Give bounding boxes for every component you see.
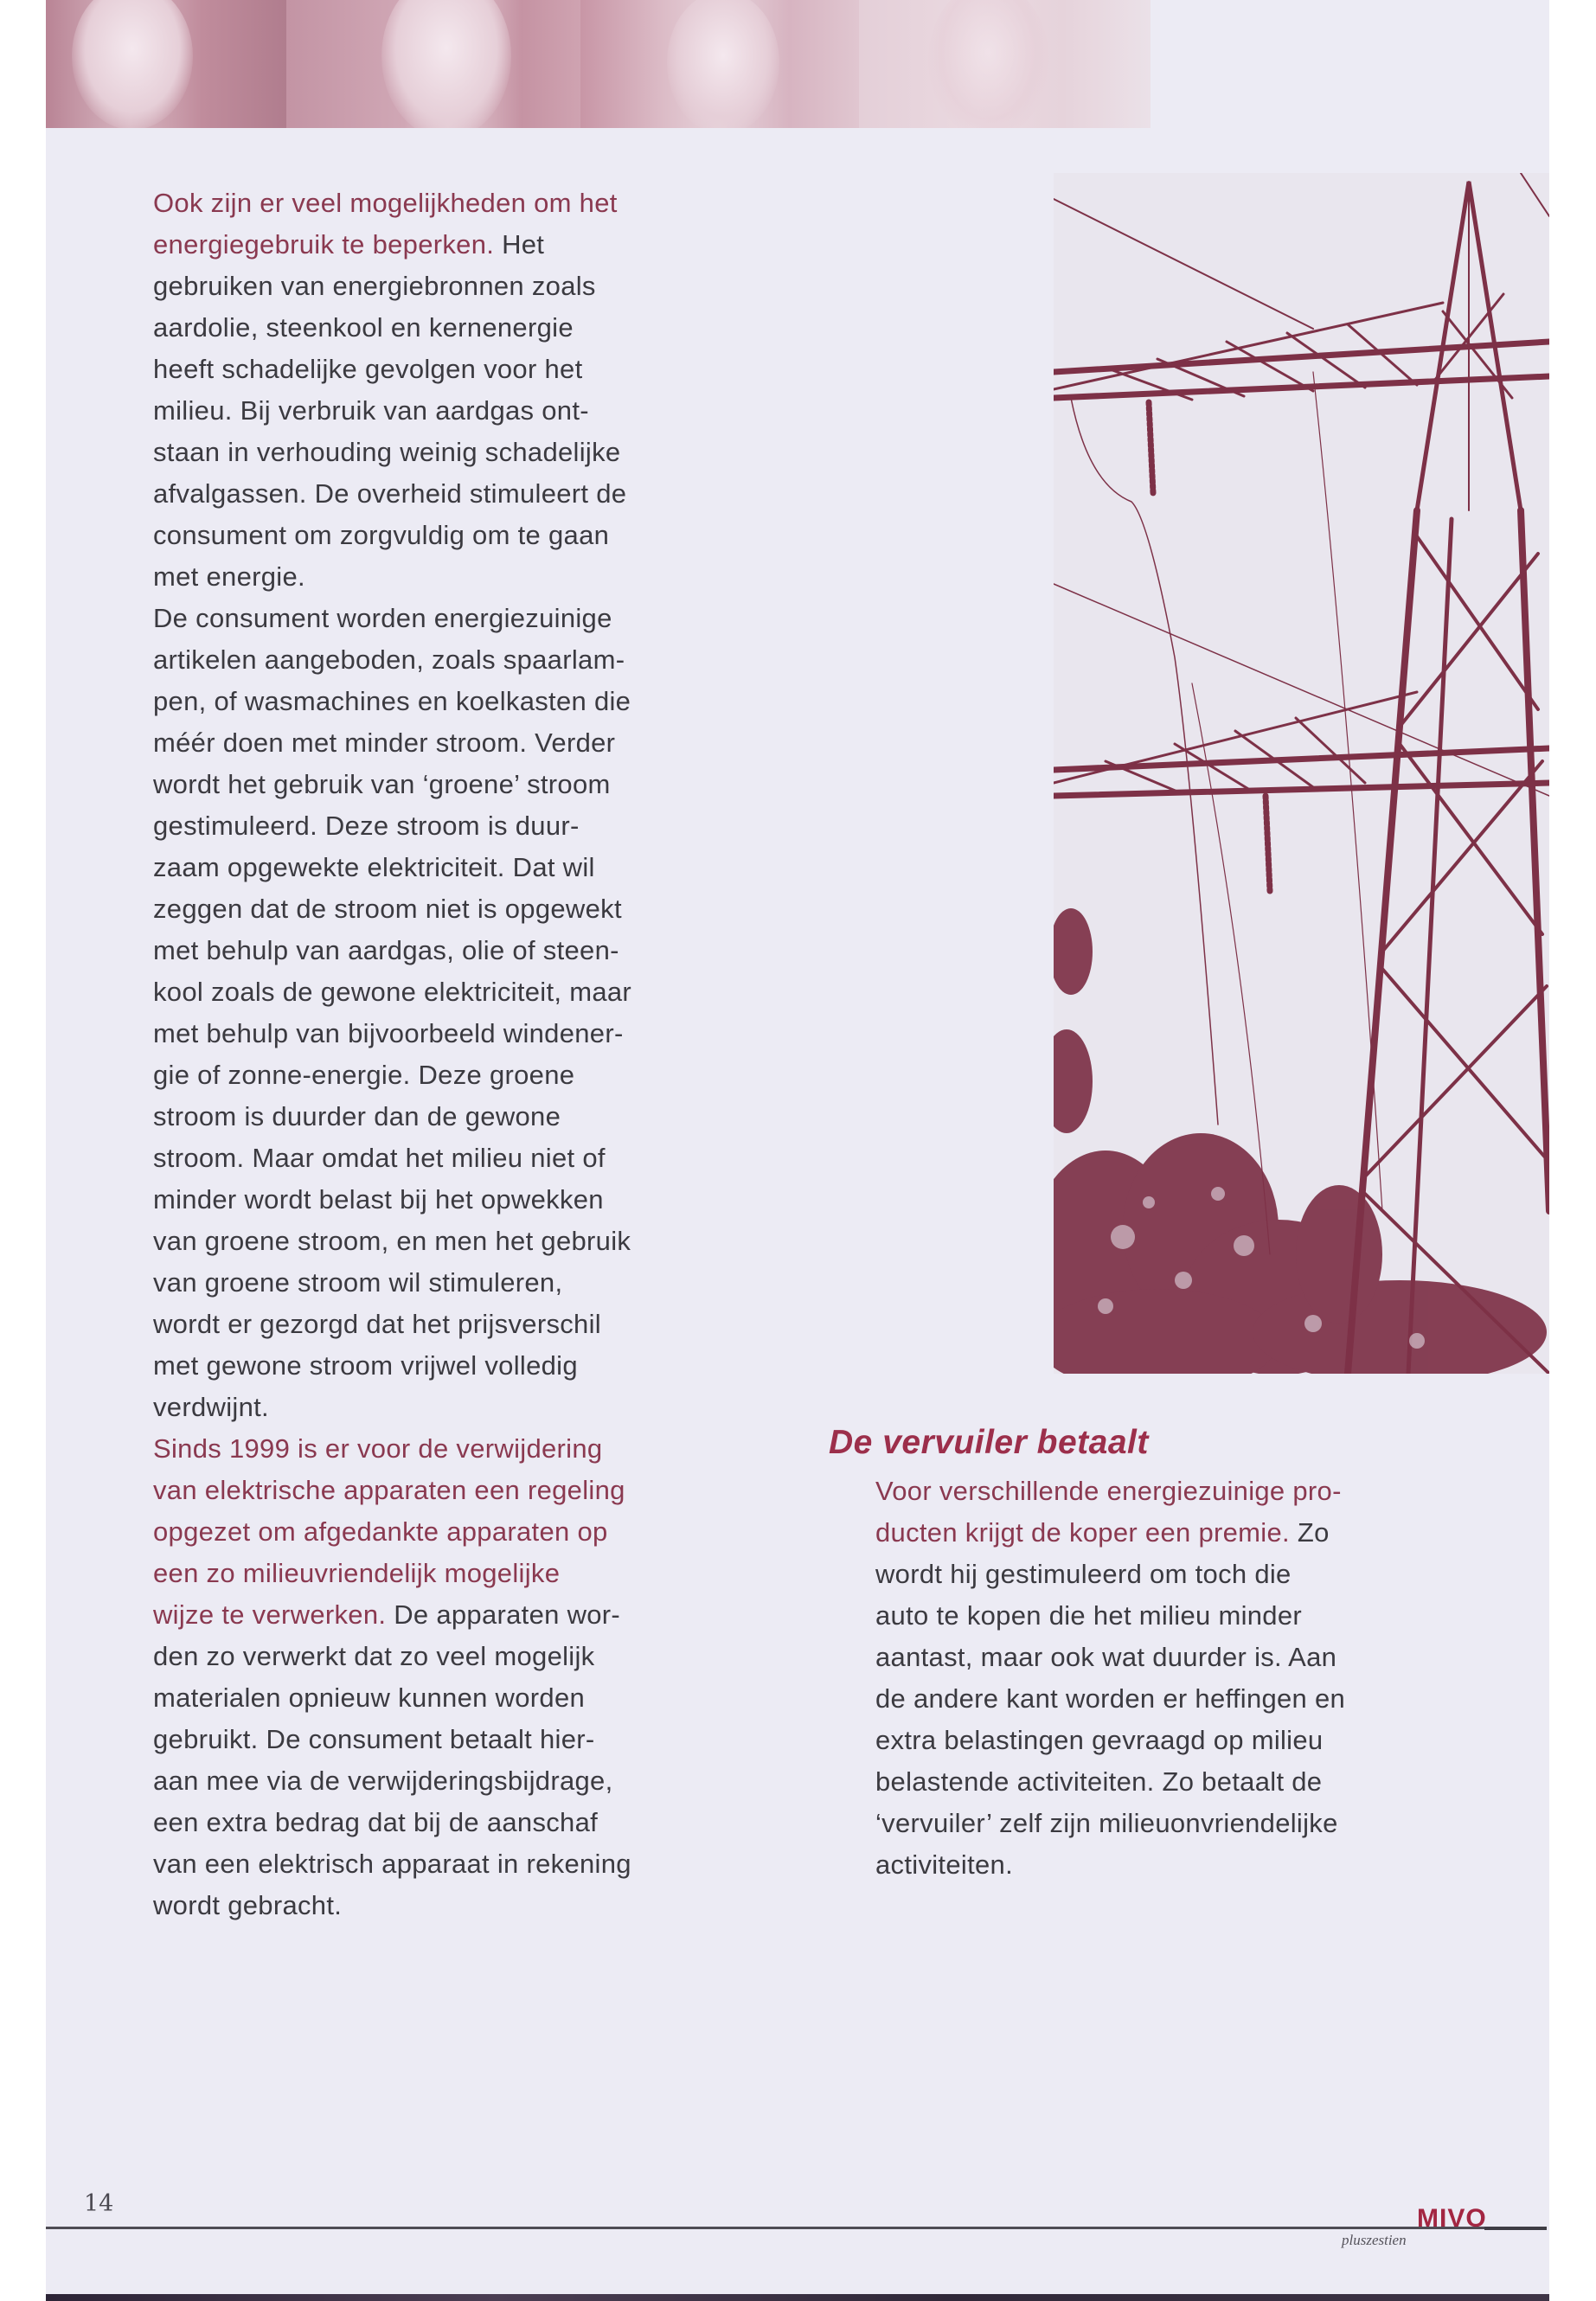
body-text: De consument worden energiezuinige (153, 603, 612, 633)
body-text: auto te kopen die het milieu minder (875, 1600, 1303, 1631)
body-text: wordt gebracht. (153, 1890, 343, 1920)
magazine-page (46, 0, 1549, 2301)
text-line (153, 1885, 811, 1926)
body-text: zaam opgewekte elektriciteit. Dat wil (153, 852, 595, 882)
body-text: met gewone stroom vrijwel volledig (153, 1350, 578, 1381)
text-line (153, 764, 811, 805)
text-line (875, 1678, 1533, 1720)
text-line (153, 1636, 811, 1677)
body-text: pen, of wasmachines en koelkasten die (153, 686, 631, 716)
body-text: gestimuleerd. Deze stroom is duur- (153, 811, 580, 841)
right-text-column (875, 1471, 1533, 1886)
text-line (153, 1221, 811, 1262)
text-line (153, 1470, 811, 1511)
header-photo-4 (859, 0, 1151, 128)
body-text: ‘vervuiler’ zelf zijn milieuonvriendelijke (875, 1808, 1338, 1838)
body-text: met behulp van aardgas, olie of steen- (153, 935, 619, 965)
text-line (875, 1554, 1533, 1595)
left-text-column (153, 183, 811, 1926)
body-text: de andere kant worden er heffingen en (875, 1683, 1346, 1714)
body-text: afvalgassen. De overheid stimuleert de (153, 478, 627, 509)
text-line (875, 1637, 1533, 1678)
text-line (153, 1760, 811, 1802)
text-line (875, 1803, 1533, 1844)
pylon-photo (1054, 173, 1549, 1374)
body-text: met behulp van bijvoorbeeld windener- (153, 1018, 624, 1048)
body-text: consument om zorgvuldig om te gaan (153, 520, 610, 550)
text-line (153, 556, 811, 598)
body-text: wordt er gezorgd dat het prijsverschil (153, 1309, 601, 1339)
body-text: heeft schadelijke gevolgen voor het (153, 354, 583, 384)
text-line (153, 805, 811, 847)
text-line (153, 1054, 811, 1096)
body-text: van groene stroom, en men het gebruik (153, 1226, 631, 1256)
text-line (153, 473, 811, 515)
text-line (153, 1802, 811, 1843)
body-text: van groene stroom wil stimuleren, (153, 1267, 563, 1298)
body-text: De apparaten wor- (386, 1599, 621, 1630)
text-line (153, 1345, 811, 1387)
footer-rule-accent (1484, 2227, 1547, 2230)
body-text: stroom is duurder dan de gewone (153, 1101, 561, 1131)
body-text: artikelen aangeboden, zoals spaarlam- (153, 644, 625, 675)
body-text: méér doen met minder stroom. Verder (153, 727, 616, 758)
body-text: kool zoals de gewone elektriciteit, maar (153, 977, 632, 1007)
body-text: zeggen dat de stroom niet is opgewekt (153, 894, 622, 924)
text-line (153, 183, 811, 224)
body-text: van elektrische apparaten een regeling (153, 1475, 625, 1505)
text-line (153, 1179, 811, 1221)
footer-rule (46, 2227, 1547, 2229)
body-text: verdwijnt. (153, 1392, 269, 1422)
text-line (153, 1719, 811, 1760)
body-text: gie of zonne-energie. Deze groene (153, 1060, 575, 1090)
body-text: een extra bedrag dat bij de aanschaf (153, 1807, 599, 1837)
scan-edge-strip (46, 2294, 1549, 2301)
body-text: Het (494, 229, 545, 260)
mivo-logo: MIVO (1417, 2204, 1487, 2233)
text-line (153, 1262, 811, 1304)
accent-text: wijze te verwerken. (153, 1599, 387, 1630)
text-line (875, 1761, 1533, 1803)
text-line (153, 1594, 811, 1636)
text-line (153, 1553, 811, 1594)
body-text: met energie. (153, 561, 305, 592)
text-line (153, 1387, 811, 1428)
body-text: Ook zijn er veel mogelijkheden om het (153, 188, 618, 218)
text-line (153, 639, 811, 681)
accent-text: ducten krijgt de koper een premie. (875, 1517, 1290, 1548)
body-text: minder wordt belast bij het opwekken (153, 1184, 604, 1215)
text-line (153, 722, 811, 764)
text-line (153, 224, 811, 266)
body-text: wordt hij gestimuleerd om toch die (875, 1559, 1292, 1589)
body-text: stroom. Maar omdat het milieu niet of (153, 1143, 606, 1173)
text-line (875, 1471, 1533, 1512)
text-line (153, 1138, 811, 1179)
text-line (875, 1720, 1533, 1761)
body-text: milieu. Bij verbruik van aardgas ont- (153, 395, 589, 426)
body-text: gebruiken van energiebronnen zoals (153, 271, 596, 301)
header-photo-strip (46, 0, 1151, 128)
body-text: materialen opnieuw kunnen worden (153, 1682, 586, 1713)
text-line (153, 598, 811, 639)
text-line (153, 349, 811, 390)
header-photo-2 (286, 0, 580, 128)
text-line (153, 1096, 811, 1138)
body-text: staan in verhouding weinig schadelijke (153, 437, 621, 467)
body-text: opgezet om afgedankte apparaten op (153, 1516, 608, 1547)
text-line (153, 1511, 811, 1553)
body-text: extra belastingen gevraagd op milieu (875, 1725, 1324, 1755)
body-text: wordt het gebruik van ‘groene’ stroom (153, 769, 611, 799)
text-line (153, 390, 811, 432)
header-photo-1 (46, 0, 286, 128)
text-line (153, 515, 811, 556)
body-text: gebruikt. De consument betaalt hier- (153, 1724, 595, 1754)
text-line (153, 1013, 811, 1054)
text-line (153, 930, 811, 971)
text-line (153, 307, 811, 349)
text-line (153, 681, 811, 722)
body-text: activiteiten. (875, 1849, 1013, 1880)
body-text: Zo (1289, 1517, 1330, 1548)
body-text: aardolie, steenkool en kernenergie (153, 312, 574, 343)
body-text: van een elektrisch apparaat in rekening (153, 1849, 631, 1879)
text-line (153, 847, 811, 888)
body-text: belastende activiteiten. Zo betaalt de (875, 1766, 1323, 1797)
text-line (153, 1677, 811, 1719)
text-line (153, 1304, 811, 1345)
text-line (153, 1843, 811, 1885)
text-line (153, 971, 811, 1013)
section-heading: De vervuiler betaalt (829, 1424, 1149, 1461)
body-text: den zo verwerkt dat zo veel mogelijk (153, 1641, 595, 1671)
body-text: aantast, maar ook wat duurder is. Aan (875, 1642, 1337, 1672)
body-text: aan mee via de verwijderingsbijdrage, (153, 1766, 613, 1796)
text-line (875, 1844, 1533, 1886)
mivo-logo-subtitle: pluszestien (1342, 2232, 1407, 2248)
text-line (153, 432, 811, 473)
text-line (153, 1428, 811, 1470)
text-line (875, 1595, 1533, 1637)
body-text: Voor verschillende energiezuinige pro- (875, 1476, 1342, 1506)
text-line (153, 888, 811, 930)
text-line (875, 1512, 1533, 1554)
body-text: een zo milieuvriendelijk mogelijke (153, 1558, 561, 1588)
accent-text: energiegebruik te beperken. (153, 229, 495, 260)
electricity-pylon-image (1054, 173, 1549, 1374)
header-photo-3 (580, 0, 859, 128)
page-number: 14 (84, 2190, 114, 2217)
body-text: Sinds 1999 is er voor de verwijdering (153, 1433, 603, 1464)
text-line (153, 266, 811, 307)
